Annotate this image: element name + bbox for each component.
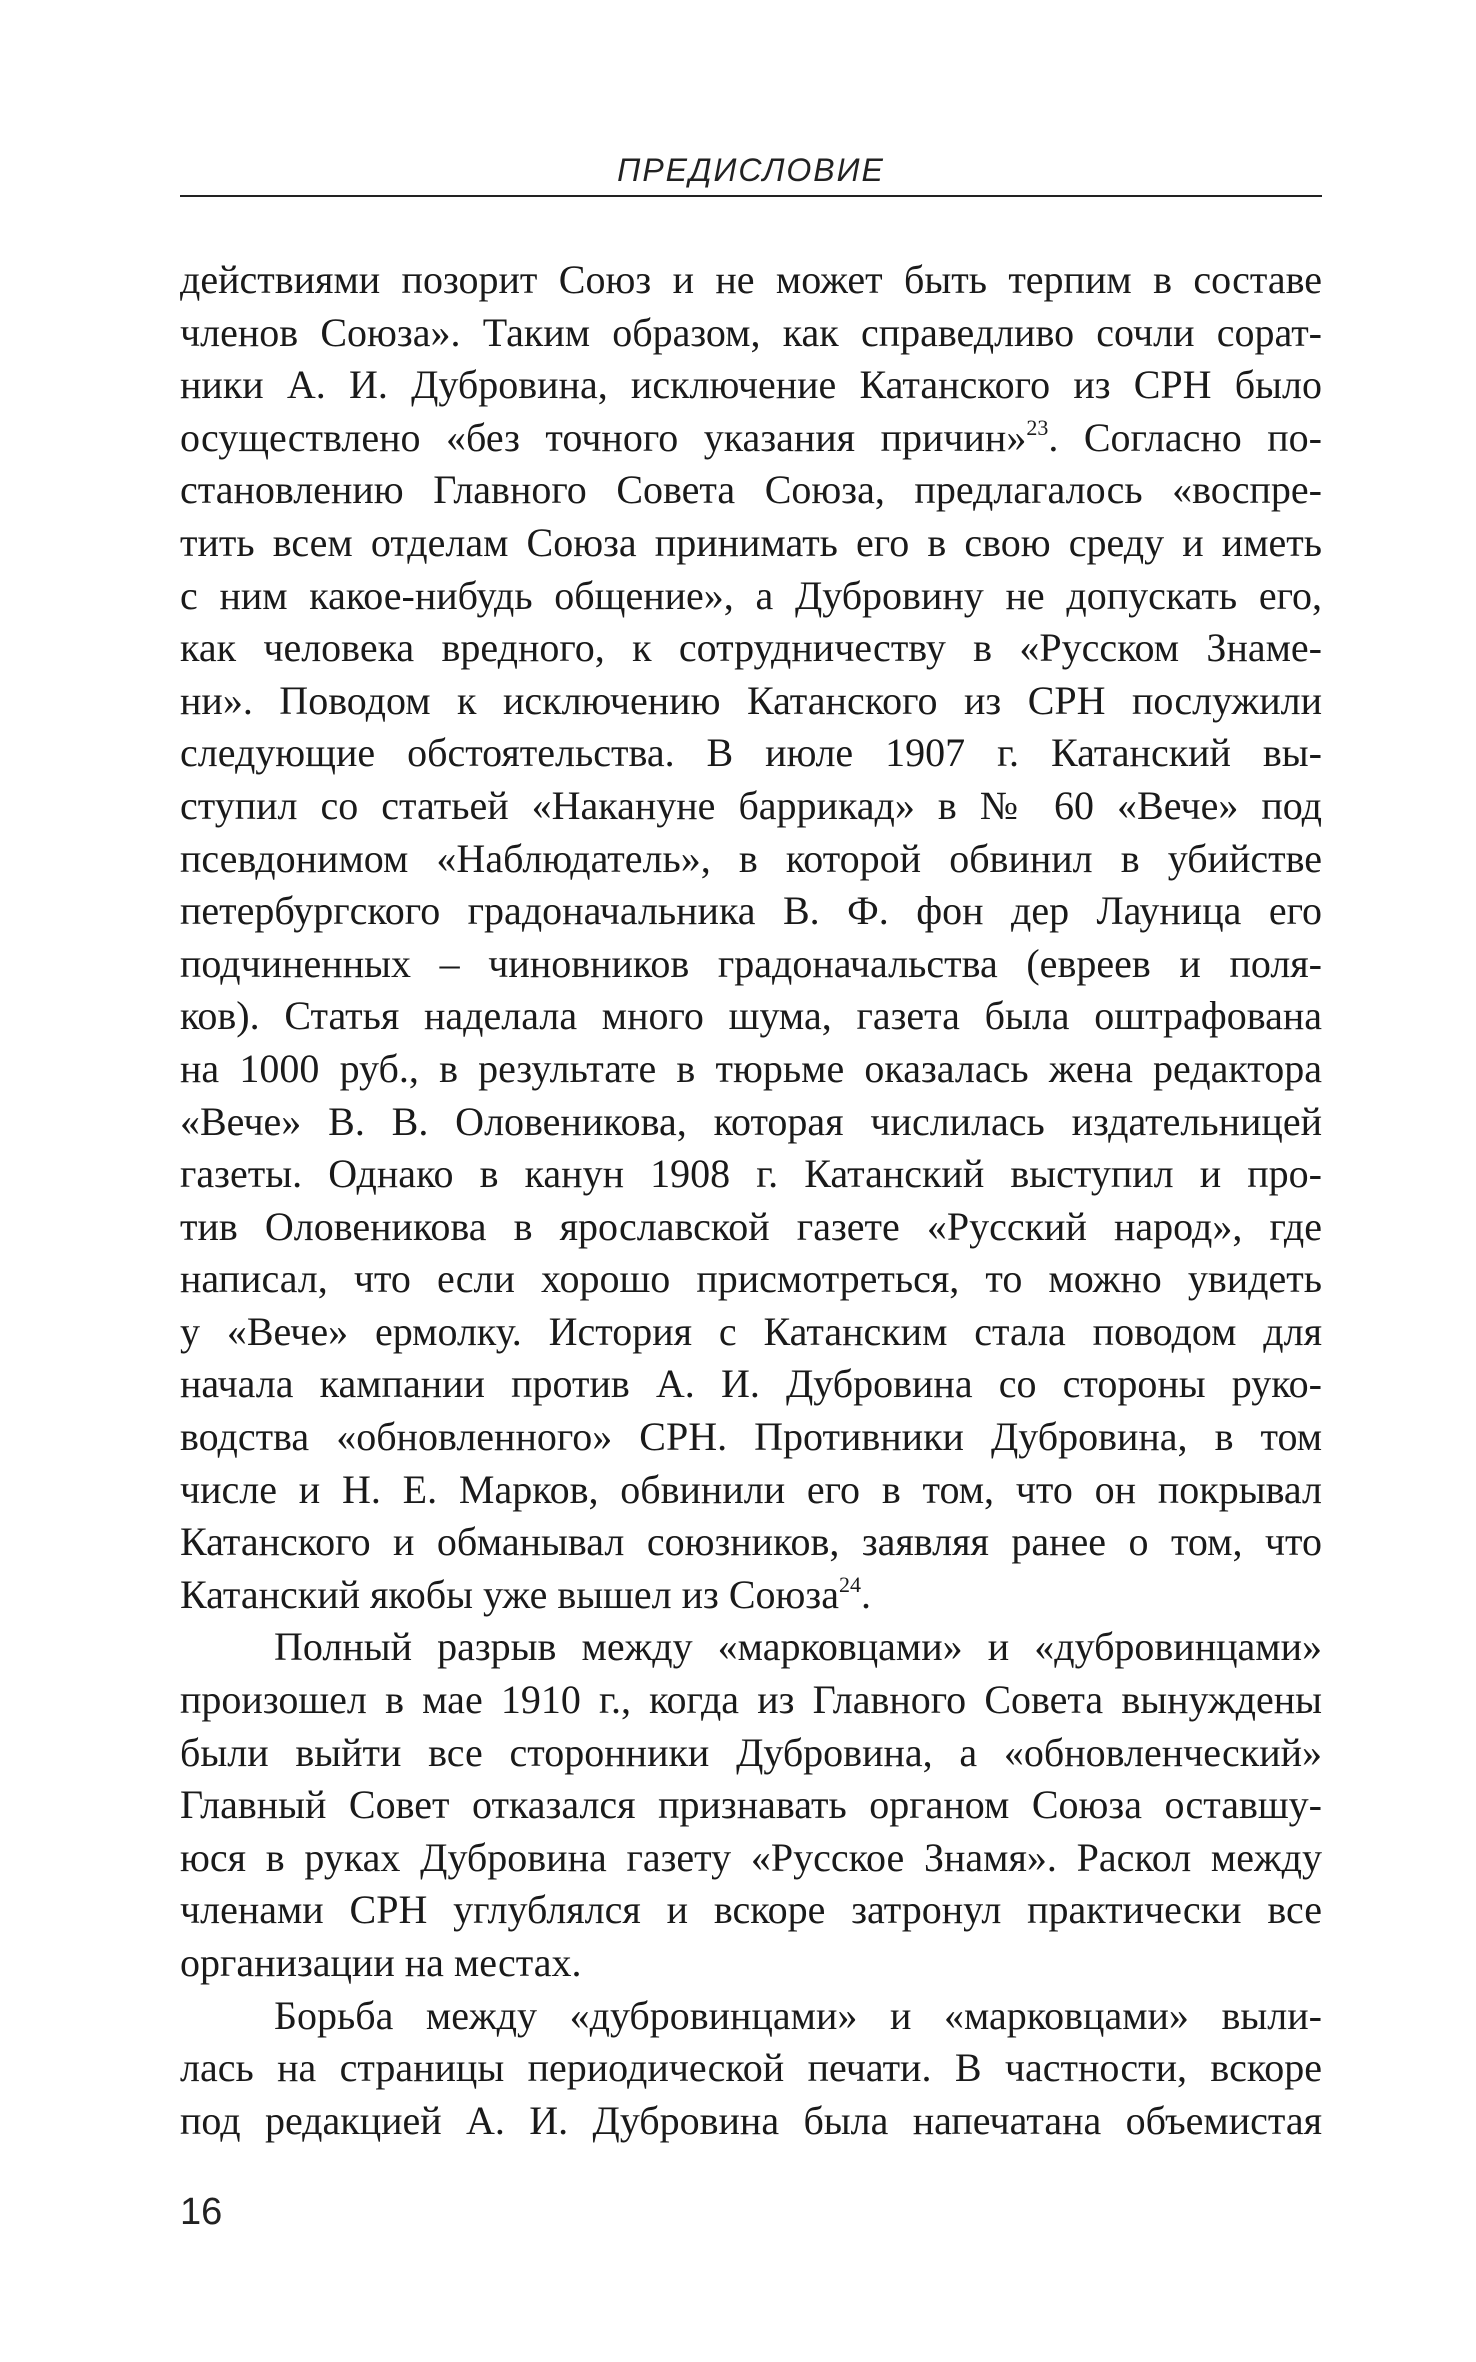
text-line: числе и Н. Е. Марков, обвинили его в том, что он покрывал [180,1466,1322,1512]
text-line: у «Вече» ермолку. История с Катанским стала поводом для [180,1308,1322,1354]
header-rule [180,195,1322,197]
page-number: 16 [180,2191,223,2233]
text-line: тив Оловеникова в ярославской газете «Русский народ», где [180,1203,1322,1249]
text-line: ни». Поводом к исключению Катанского из СРН послужили [180,677,1322,723]
paragraph-2 [180,1621,1322,1989]
text-line: тить всем отделам Союза принимать его в свою среду и иметь [180,519,1322,565]
running-head: ПРЕДИСЛОВИЕ [617,152,885,188]
text-line: Катанского и обманывал союзников, заявляя ранее о том, что [180,1519,1322,1565]
text-line: псевдонимом «Наблюдатель», в которой обвинил в убийстве [180,835,1322,881]
paragraph-3 [180,1990,1322,2148]
text-line: осуществлено «без точного указания причин»$^{23}$. Согласно по- [180,414,1322,460]
text-line: были выйти все сторонники Дубровина, а «обновленческий» [180,1729,1322,1775]
text-line: с ним какое-нибудь общение», а Дубровину не допускать его, [180,572,1322,618]
text-line: становлению Главного Совета Союза, предлагалось «воспре- [180,467,1322,513]
text-line: Катанский якобы уже вышел из Союза$^{24}$. [180,1571,871,1617]
text-line: «Вече» В. В. Оловеникова, которая числилась издательницей [180,1098,1322,1144]
text-line: организации на местах. [180,1940,582,1985]
text-line: начала кампании против А. И. Дубровина со стороны руко- [180,1361,1322,1407]
text-line: газеты. Однако в канун 1908 г. Катанский выступил и про- [180,1151,1322,1197]
text-line: петербургского градоначальника В. Ф. фон дер Лауница его [180,888,1322,934]
body-text [180,254,1322,2147]
text-line: произошел в мае 1910 г., когда из Главного Совета вынуждены [180,1677,1322,1723]
text-line: членами СРН углублялся и вскоре затронул практически все [180,1887,1322,1933]
footnote-ref[interactable]: 23 [1026,414,1049,440]
text-line: Борьба между «дубровинцами» и «марковцами» выли- [274,1992,1322,2038]
text-line: юся в руках Дубровина газету «Русское Знамя». Раскол между [180,1834,1322,1880]
text-line: ков). Статья наделала много шума, газета была оштрафована [180,993,1322,1039]
text-line: под редакцией А. И. Дубровина была напечатана объемистая [180,2097,1322,2143]
text-line: следующие обстоятельства. В июле 1907 г. Катанский вы- [180,730,1322,776]
text-line: действиями позорит Союз и не может быть терпим в составе [180,257,1322,302]
paragraph-1 [180,254,1322,1621]
text-line: лась на страницы периодической печати. В частности, вскоре [180,2045,1322,2091]
text-line: подчиненных – чиновников градоначальства (евреев и поля- [180,940,1322,986]
text-line: написал, что если хорошо присмотреться, то можно увидеть [180,1256,1322,1302]
text-line: Главный Совет отказался признавать органом Союза оставшу- [180,1782,1322,1828]
footnote-ref[interactable]: 24 [838,1571,861,1597]
text-line: как человека вредного, к сотрудничеству в «Русском Знаме- [180,625,1322,671]
text-line: водства «обновленного» СРН. Противники Дубровина, в том [180,1414,1322,1460]
text-line: на 1000 руб., в результате в тюрьме оказалась жена редактора [180,1045,1322,1091]
text-line: членов Союза». Таким образом, как справедливо сочли сорат- [180,309,1322,355]
text-line: ники А. И. Дубровина, исключение Катанского из СРН было [180,362,1322,408]
text-line: ступил со статьей «Накануне баррикад» в № 60 «Вече» под [180,782,1322,828]
text-line: Полный разрыв между «марковцами» и «дубровинцами» [274,1624,1322,1670]
